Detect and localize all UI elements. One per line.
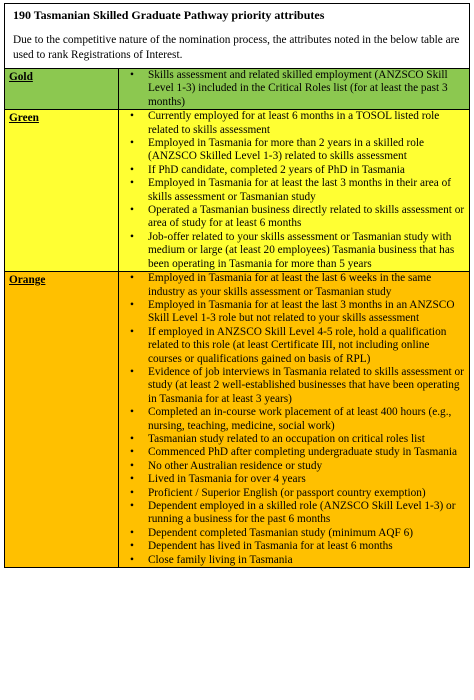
document bbox=[4, 3, 470, 568]
document-title: 190 Tasmanian Skilled Graduate Pathway priority attributes bbox=[13, 8, 325, 22]
tier-attributes-cell bbox=[119, 272, 470, 567]
attribute-list-item: • Lived in Tasmania for over 4 years bbox=[119, 473, 465, 486]
attribute-list-item: • Dependent employed in a skilled role (ANZSCO Skill Level 1-3) or running a business for the past 6 months bbox=[119, 500, 465, 527]
attributes-table bbox=[5, 69, 469, 567]
tier-label: Orange bbox=[5, 272, 119, 567]
tier-attributes-cell bbox=[119, 69, 470, 110]
attribute-list-item: • Employed in Tasmania for at least the last 6 weeks in the same industry as your skills assessment or Tasmanian study bbox=[119, 272, 465, 299]
attribute-list-item: • Skills assessment and related skilled employment (ANZSCO Skill Level 1-3) included in the Critical Roles list (for at least the past 3 months) bbox=[119, 69, 465, 109]
attribute-list-item: • Dependent has lived in Tasmania for at least 6 months bbox=[119, 540, 465, 553]
attribute-list-item: • Completed an in-course work placement of at least 400 hours (e.g., nursing, teaching, medicine, social work) bbox=[119, 406, 465, 433]
intro-text: Due to the competitive nature of the nomination process, the attributes noted in the below table are used to rank Registrations of Interest. bbox=[13, 34, 460, 61]
attribute-list bbox=[119, 272, 469, 567]
attribute-list-item: • Employed in Tasmania for at least the last 3 months in an ANZSCO Skill Level 1-3 role but not related to your skills assessment bbox=[119, 299, 465, 326]
attribute-list-item: • Evidence of job interviews in Tasmania related to skills assessment or study (at least 2 well-established businesses that have been operating in Tasmania for at least 3 years) bbox=[119, 366, 465, 406]
attribute-list-item: • Dependent completed Tasmanian study (minimum AQF 6) bbox=[119, 527, 465, 540]
attributes-frame bbox=[4, 3, 470, 568]
attribute-list bbox=[119, 110, 469, 271]
attribute-list-item: • Employed in Tasmania for more than 2 years in a skilled role (ANZSCO Skilled Level 1-3) related to skills assessment bbox=[119, 137, 465, 164]
tier-attributes-cell bbox=[119, 110, 470, 272]
tier-label: Green bbox=[5, 110, 119, 272]
tier-label: Gold bbox=[5, 69, 119, 110]
attribute-list-item: • Commenced PhD after completing undergraduate study in Tasmania bbox=[119, 446, 465, 459]
attribute-list-item: • Proficient / Superior English (or passport country exemption) bbox=[119, 487, 465, 500]
attribute-list-item: • No other Australian residence or study bbox=[119, 460, 465, 473]
attribute-list-item: • Currently employed for at least 6 months in a TOSOL listed role related to skills assessment bbox=[119, 110, 465, 137]
attribute-list-item: • Tasmanian study related to an occupation on critical roles list bbox=[119, 433, 465, 446]
attribute-list-item: • Close family living in Tasmania bbox=[119, 554, 465, 567]
attribute-list-item: • Job-offer related to your skills assessment or Tasmanian study with medium or large (at least 20 employees) Tasmania business that has been operating in Tasmania for more than 5 years bbox=[119, 231, 465, 271]
header-cell bbox=[5, 4, 469, 69]
attribute-list-item: • Operated a Tasmanian business directly related to skills assessment or area of study for at least 6 months bbox=[119, 204, 465, 231]
attribute-list-item: • If PhD candidate, completed 2 years of PhD in Tasmania bbox=[119, 164, 465, 177]
tier-row-gold bbox=[5, 69, 469, 110]
tier-row-green bbox=[5, 110, 469, 272]
tier-row-orange bbox=[5, 272, 469, 567]
attribute-list-item: • Employed in Tasmania for at least the last 3 months in their area of skills assessment or Tasmanian study bbox=[119, 177, 465, 204]
attribute-list bbox=[119, 69, 469, 109]
attribute-list-item: • If employed in ANZSCO Skill Level 4-5 role, hold a qualification related to this role (at least Certificate III, not including online courses or qualifications gained on basis of RPL) bbox=[119, 326, 465, 366]
